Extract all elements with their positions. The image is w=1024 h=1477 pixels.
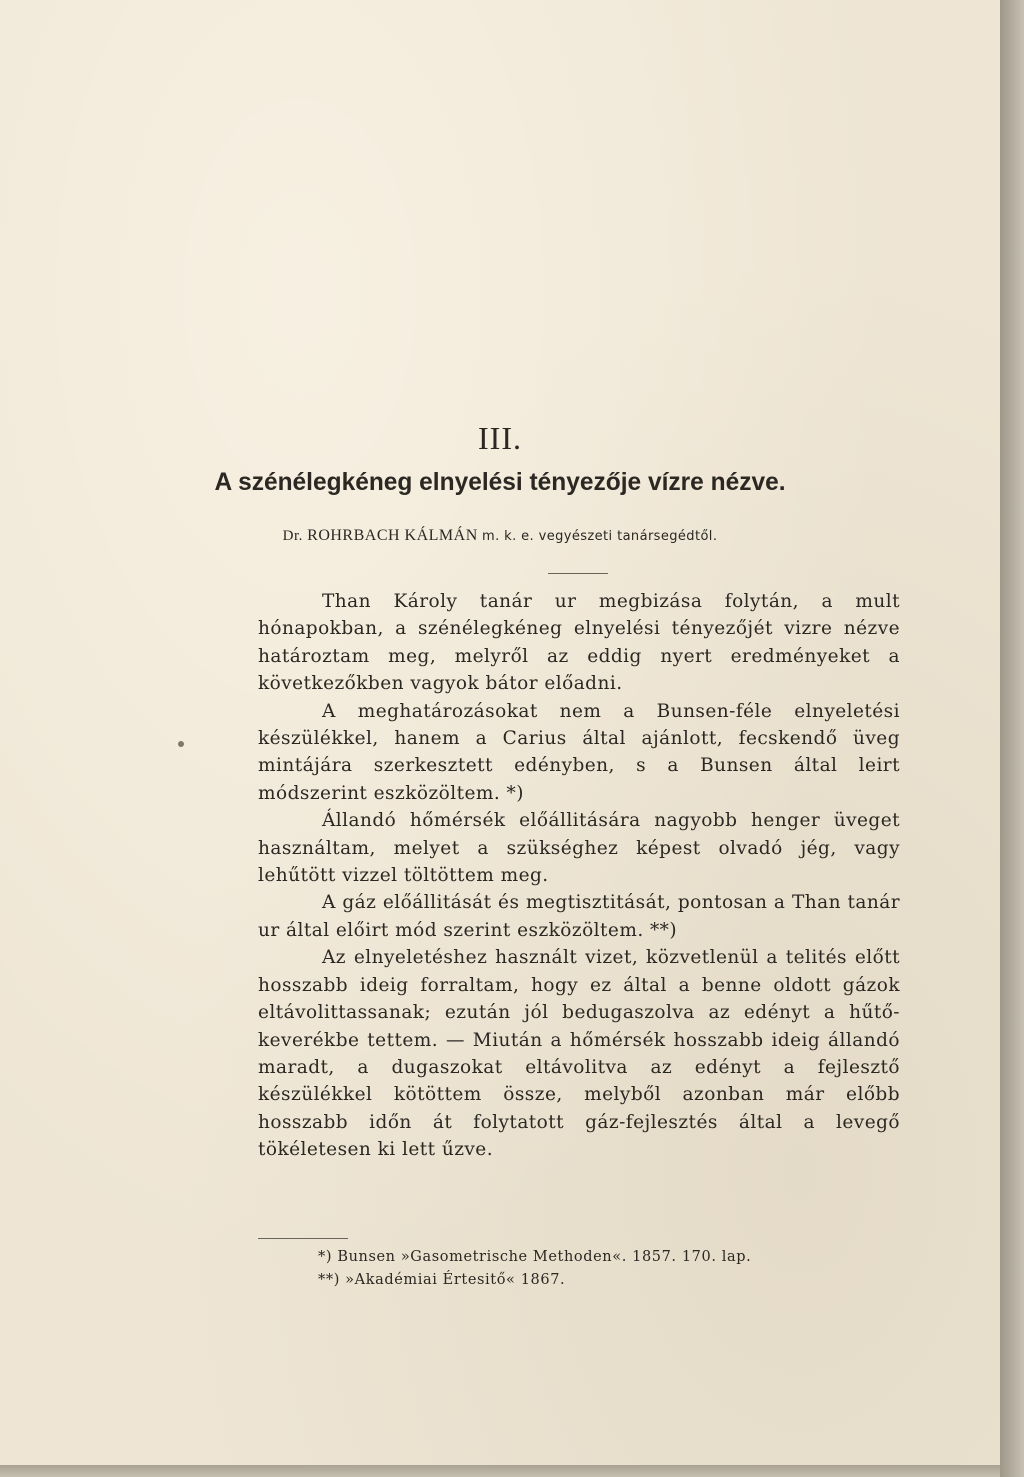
footnote-separator-rule [258,1238,348,1239]
byline [0,527,1000,545]
title-separator-rule [548,573,608,574]
paragraph: Than Károly tanár ur megbizása folytán, a mult hónapokban, a szénélegkéneg elnyelési tényezőjét vizre nézve határoztam meg, melyről az eddig nyert eredményeket a következőkben vagyok bátor előadni. [258,591,900,695]
ink-spot [178,741,184,747]
section-numeral: III. [478,420,522,456]
body-text [258,588,900,1164]
paragraph: A gáz előállitását és megtisztitását, pontosan a Than tanár ur által előirt mód szerint eszközöltem. **) [258,892,900,941]
paragraph: Állandó hőmérsék előállitására nagyobb henger üveget használtam, melyet a szükséghez képest olvadó jég, vagy lehűtött vizzel töltöttem meg. [258,810,900,887]
article-title: A szénélegkéneg elnyelési tényezője vízre nézve. [214,468,786,496]
footnote: **) »Akadémiai Értesitő« 1867. [318,1272,566,1288]
paragraph: A meghatározásokat nem a Bunsen-féle elnyeletési készülékkel, hanem a Carius által ajánlott, fecskendő üveg mintájára szerkesztett edényben, s a Bunsen által leirt módszerint eszközöltem. *) [258,700,900,804]
paragraph: Az elnyeletéshez használt vizet, közvetlenül a telités előtt hosszabb ideig forraltam, hogy ez által a benne oldott gázok eltávolittassanak; ezután jól bedugaszolva az edényt a hűtő-keverékbe tettem. — Miután a hőmérsék hosszabb ideig állandó maradt, a dugaszokat eltávolitva az edényt a fejlesztő készülékkel kötöttem össze, melyből azonban már előbb hosszabb időn át folytatott gáz-fejlesztés által a levegő tökéletesen ki lett űzve. [258,947,900,1161]
footnote: *) Bunsen »Gasometrische Methoden«. 1857. 170. lap. [318,1249,752,1265]
byline-prefix: Dr. [282,528,303,544]
footnotes [318,1246,900,1292]
page-edge-bottom [0,1465,1000,1477]
byline-affiliation: m. k. e. vegyészeti tanársegédtől. [482,529,718,544]
byline-author: ROHRBACH KÁLMÁN [307,527,478,544]
page-edge-right [1000,0,1024,1477]
